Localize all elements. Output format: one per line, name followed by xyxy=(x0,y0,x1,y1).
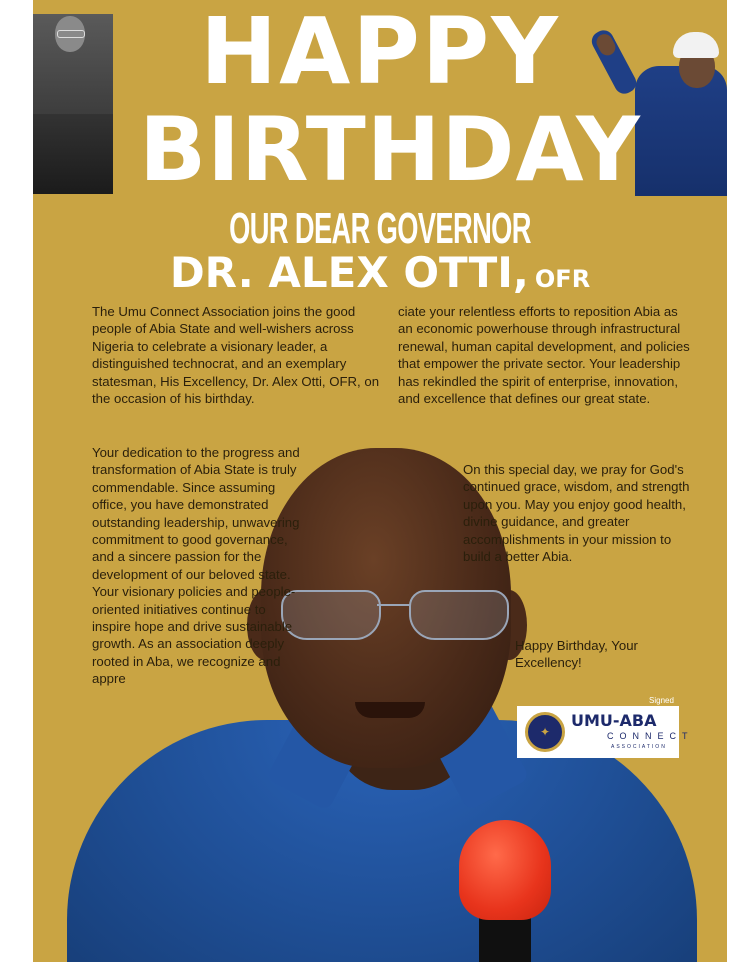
message-paragraph-1: The Umu Connect Association joins the good people of Abia State and well-wishers across Nigeria to celebrate a visionary leader, a distinguished technocrat, and an exemplary statesman, His Excellency, Dr. Alex Otti, OFR, on the occasion of his birthday. xyxy=(92,304,380,407)
association-seal-icon xyxy=(525,712,565,752)
eyeglasses-icon xyxy=(281,590,511,638)
headline-happy: HAPPY xyxy=(200,0,560,105)
signed-label: Signed xyxy=(649,696,674,705)
message-paragraph-3: Your dedication to the progress and transformation of Abia State is truly commendable. Since assuming office, you have demonstrated outstanding leadership, unwavering commitment to good governance, and a sincere passion for the development of our beloved state. Your visionary policies and people-oriented initiatives continue to inspire hope and drive sustainable growth. As an association deeply rooted in Aba, we recognize and appre xyxy=(92,445,300,687)
governor-name xyxy=(33,248,727,304)
portrait-mouth xyxy=(355,702,425,718)
logo-name: UMU-ABA xyxy=(571,711,657,730)
message-paragraph-2: ciate your relentless efforts to reposition Abia as an economic powerhouse through infrastructural renewal, human capital development, and policies that empower the private sector. Your leadership has rekindled the spirit of enterprise, innovation, and excellence that defines our great state. xyxy=(398,304,690,407)
umu-aba-logo xyxy=(517,706,694,758)
governor-title-suffix: OFR xyxy=(534,265,591,293)
governor-name-text: DR. ALEX OTTI, xyxy=(169,248,529,297)
message-paragraph-4: On this special day, we pray for God's continued grace, wisdom, and strength upon you. May you enjoy good health, divine guidance, and greater accomplishments in your mission to build a better Abia. xyxy=(463,462,690,565)
seal-glyph: ✦ xyxy=(539,725,551,739)
subtitle-our-dear-governor: OUR DEAR GOVERNOR xyxy=(229,204,531,253)
birthday-poster xyxy=(33,0,727,962)
logo-association: ASSOCIATION xyxy=(611,744,667,750)
message-closing: Happy Birthday, Your Excellency! xyxy=(515,638,638,671)
logo-connect: CONNECT xyxy=(607,731,694,741)
glasses-lens-right xyxy=(409,590,509,640)
microphone-icon xyxy=(459,820,551,920)
glasses-bridge xyxy=(377,604,411,606)
headline-birthday: BIRTHDAY xyxy=(139,98,641,201)
